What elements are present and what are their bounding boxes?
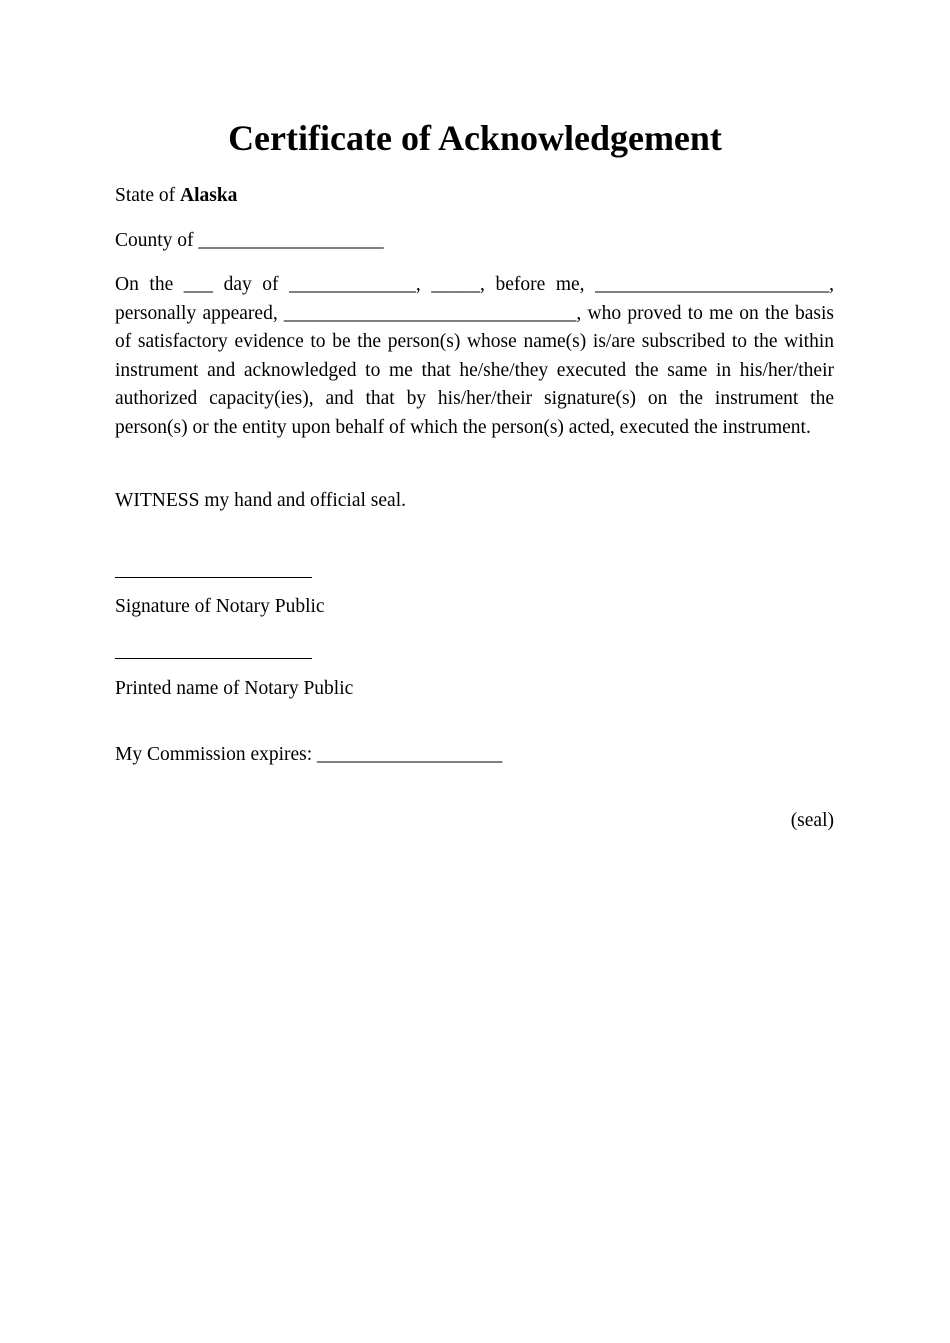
witness-line: WITNESS my hand and official seal.	[115, 490, 406, 511]
state-line	[115, 182, 237, 210]
signature-blank-line	[115, 577, 312, 578]
printed-name-label: Printed name of Notary Public	[115, 678, 354, 699]
signature-label: Signature of Notary Public	[115, 596, 325, 617]
county-line: County of ___________________	[115, 230, 384, 251]
state-prefix: State of	[115, 185, 180, 206]
state-name: Alaska	[179, 185, 238, 206]
document-title: Certificate of Acknowledgement	[228, 118, 722, 158]
commission-expires-line: My Commission expires: ___________________	[115, 744, 503, 765]
seal-label: (seal)	[790, 810, 834, 831]
acknowledgement-paragraph: On the ___ day of _____________, _____, before me, ________________________, personally appeared, ______________________________, who proved to me on the basis of satisfactory evidence to be the person(s) whose name(s) is/are subscribed to the within instrument and acknowledged to me that he/she/they executed the same in his/her/their authorized capacity(ies), and that by his/her/their signature(s) on the instrument the person(s) or the entity upon behalf of which the person(s) acted, executed the instrument.	[115, 274, 834, 438]
printed-name-blank-line	[115, 658, 312, 659]
